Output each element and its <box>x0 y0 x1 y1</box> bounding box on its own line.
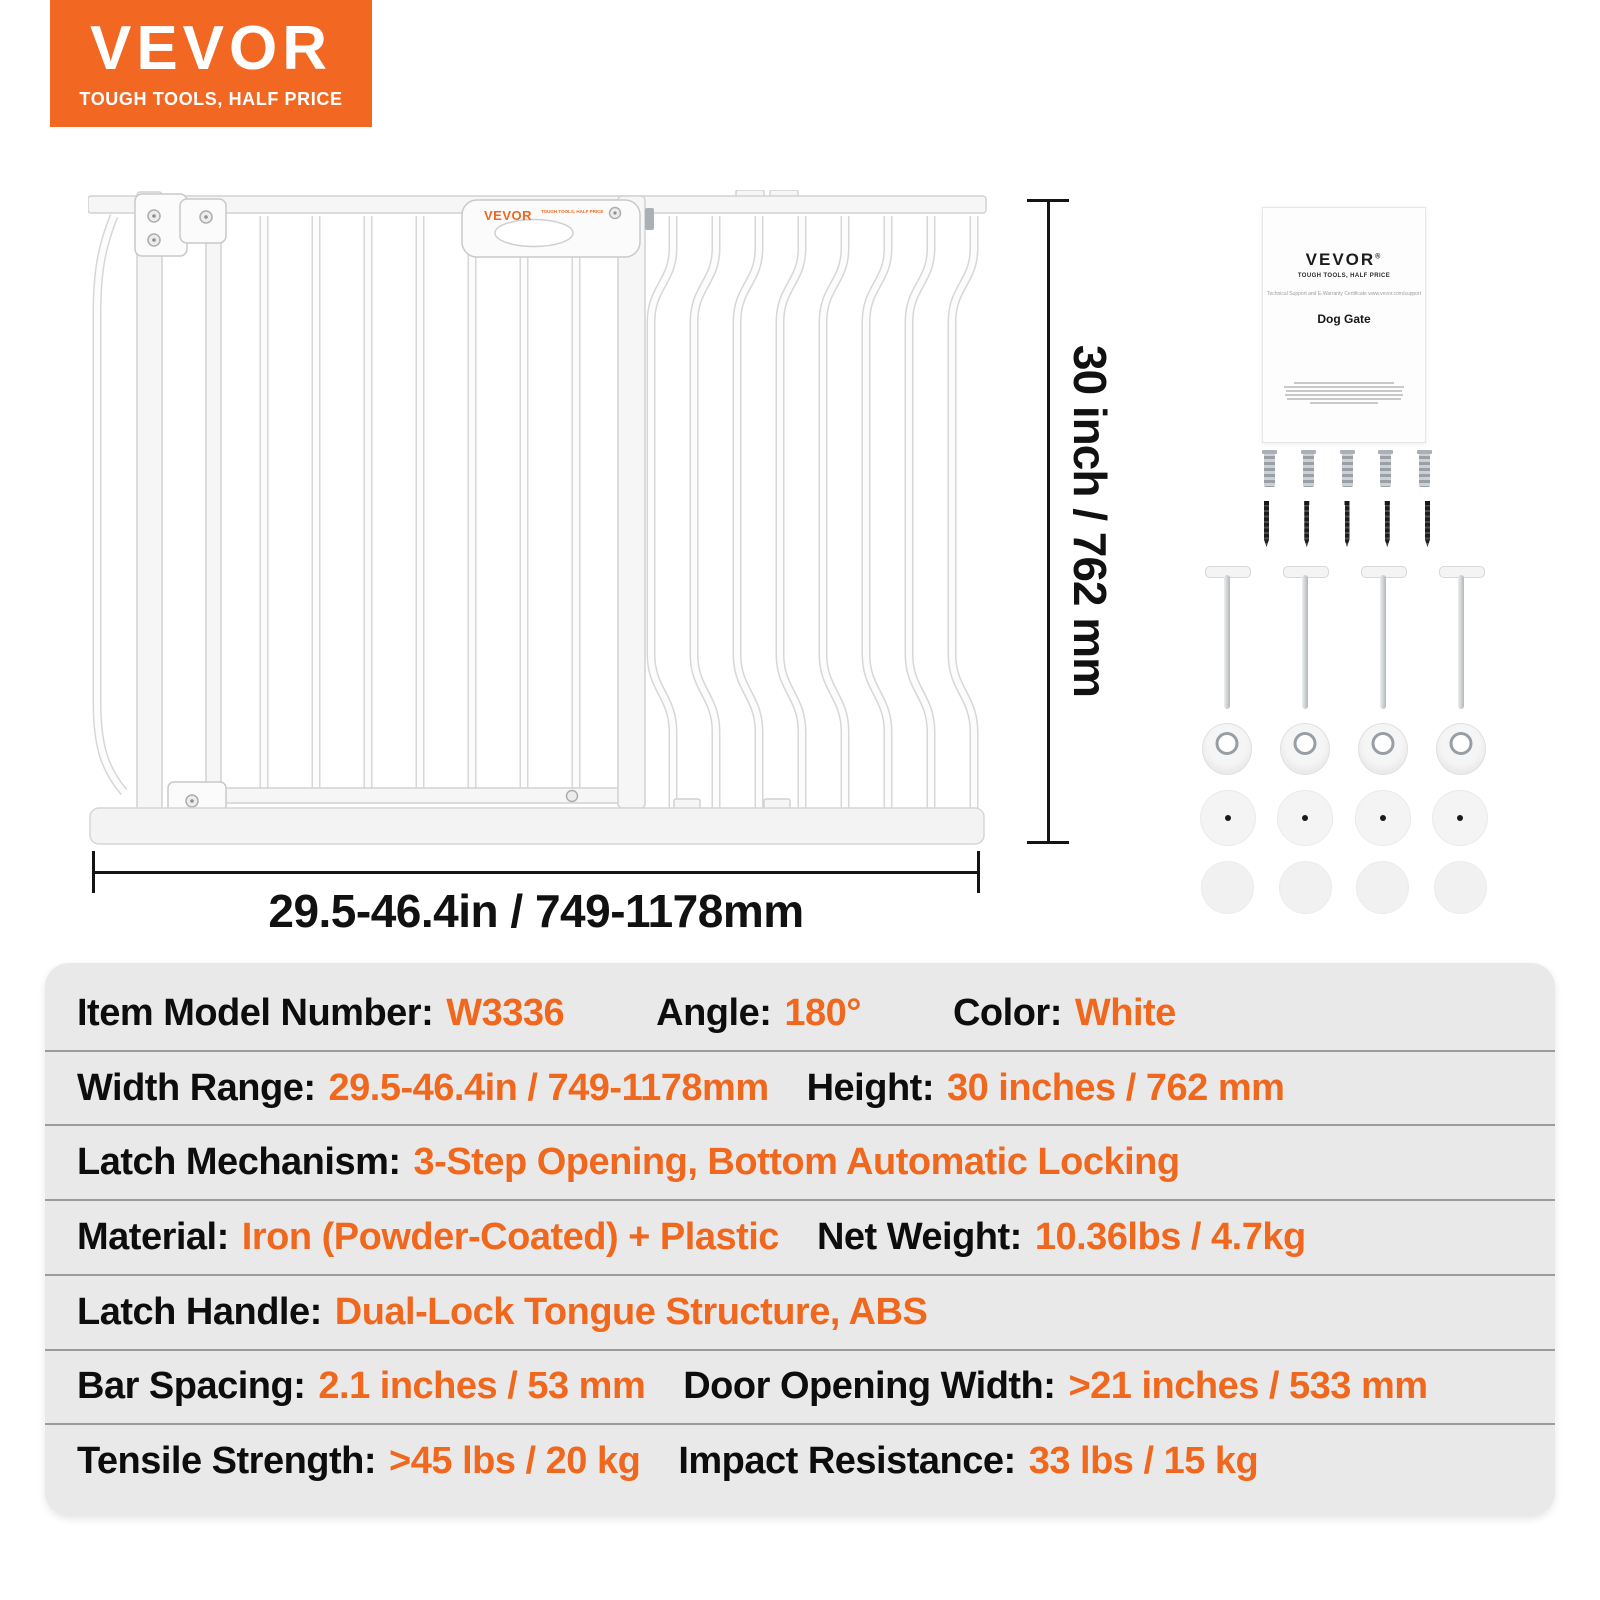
vevor-logo <box>50 0 372 127</box>
spindle-rod <box>1283 566 1327 710</box>
wall-pad <box>1434 861 1487 914</box>
wall-cup <box>1277 790 1333 846</box>
manual-support-line: Technical Support and E-Warranty Certificate www.vevor.com/support <box>1266 291 1422 297</box>
wall-anchor <box>1303 450 1314 487</box>
spec-row-strength-impact <box>45 1425 1555 1498</box>
manual-brand-text: VEVOR® <box>1305 250 1383 269</box>
wall-pad <box>1201 861 1254 914</box>
wall-anchors <box>1264 450 1430 487</box>
spec-value: Dual-Lock Tongue Structure, ABS <box>334 1290 928 1333</box>
wall-anchor <box>1342 450 1353 487</box>
gate-door-bars <box>264 216 576 788</box>
wall-cup <box>1432 790 1488 846</box>
gate-left-end-bar <box>97 216 124 792</box>
mounting-screws <box>1264 501 1430 547</box>
latch-bottom-screw <box>567 791 578 802</box>
spec-table <box>45 963 1555 1516</box>
spec-row-bar-spacing-door <box>45 1351 1555 1426</box>
spec-label: Tensile Strength: <box>77 1440 377 1483</box>
tension-knob <box>1202 723 1252 775</box>
wall-anchor <box>1419 450 1430 487</box>
spec-value: Iron (Powder-Coated) + Plastic <box>241 1216 779 1259</box>
wall-anchor <box>1380 450 1391 487</box>
spec-row-model <box>45 977 1555 1052</box>
spec-value: >45 lbs / 20 kg <box>389 1440 641 1483</box>
spec-label: Bar Spacing: <box>77 1365 306 1408</box>
spec-label: Door Opening Width: <box>683 1365 1056 1408</box>
mounting-screw <box>1385 501 1390 547</box>
spec-value: 30 inches / 762 mm <box>946 1066 1285 1109</box>
wall-cups <box>1200 790 1488 846</box>
gate-left-post <box>137 192 162 812</box>
manual-tagline: TOUGH TOOLS, HALF PRICE <box>1297 273 1391 279</box>
logo-tagline: TOUGH TOOLS, HALF PRICE <box>79 88 343 109</box>
spec-value: 33 lbs / 15 kg <box>1028 1440 1259 1483</box>
spec-value: W3336 <box>446 991 565 1034</box>
tension-knobs <box>1202 723 1486 775</box>
instruction-manual <box>1262 207 1426 443</box>
handle-tagline-text: TOUGH TOOLS, HALF PRICE <box>541 209 604 214</box>
height-dimension-label: 30 inch / 762 mm <box>1064 344 1116 698</box>
wall-cup <box>1355 790 1411 846</box>
spec-label: Width Range: <box>77 1066 316 1109</box>
spec-value: White <box>1074 991 1176 1034</box>
spindle-rod <box>1361 566 1405 710</box>
spindle-rod <box>1205 566 1249 710</box>
gate-door-stile <box>206 214 221 806</box>
spec-row-width-height <box>45 1052 1555 1127</box>
wall-cup <box>1200 790 1256 846</box>
mounting-screw <box>1345 501 1350 547</box>
spec-label: Impact Resistance: <box>678 1440 1016 1483</box>
spec-label: Angle: <box>656 991 772 1034</box>
mounting-screw <box>1264 501 1269 547</box>
height-dimension-line <box>1047 200 1050 844</box>
wall-pads <box>1201 861 1487 914</box>
spec-value: 3-Step Opening, Bottom Automatic Locking <box>413 1141 1180 1184</box>
spec-value: 29.5-46.4in / 749-1178mm <box>328 1066 769 1109</box>
mounting-screw <box>1425 501 1430 547</box>
spec-row-material-weight <box>45 1201 1555 1276</box>
spindle-rod <box>1439 566 1483 710</box>
spec-row-latch-mechanism <box>45 1126 1555 1201</box>
spec-label: Material: <box>77 1216 229 1259</box>
width-dimension-label: 29.5-46.4in / 749-1178mm <box>268 885 804 937</box>
gate-handle <box>462 200 640 257</box>
tension-knob <box>1280 723 1330 775</box>
spec-value: 180° <box>784 991 861 1034</box>
spec-label: Latch Handle: <box>77 1290 322 1333</box>
dog-gate-illustration <box>88 190 988 850</box>
logo-brand-text: VEVOR <box>89 13 333 83</box>
handle-grip-cutout <box>495 220 573 247</box>
manual-title: Dog Gate <box>1317 312 1371 326</box>
spec-label: Height: <box>806 1066 934 1109</box>
tension-knob <box>1358 723 1408 775</box>
spec-label: Latch Mechanism: <box>77 1141 401 1184</box>
spec-label: Color: <box>952 991 1062 1034</box>
wall-anchor <box>1264 450 1275 487</box>
wall-pad <box>1279 861 1332 914</box>
manual-fine-print <box>1263 382 1425 404</box>
spec-value: 10.36lbs / 4.7kg <box>1034 1216 1306 1259</box>
spec-value: 2.1 inches / 53 mm <box>318 1365 646 1408</box>
spec-label: Net Weight: <box>816 1216 1022 1259</box>
spec-label: Item Model Number: <box>77 991 434 1034</box>
spindle-rods <box>1205 566 1483 710</box>
wall-pad <box>1356 861 1409 914</box>
height-dimension-tick-bottom <box>1027 841 1069 844</box>
gate-extension-bars <box>651 216 974 820</box>
tension-knob <box>1436 723 1486 775</box>
spec-value: >21 inches / 533 mm <box>1068 1365 1428 1408</box>
handle-brand-text: VEVOR <box>484 208 533 223</box>
mounting-screw <box>1304 501 1309 547</box>
width-dimension-line <box>92 871 980 874</box>
height-dimension-tick-top <box>1027 199 1069 202</box>
spec-row-latch-handle <box>45 1276 1555 1351</box>
